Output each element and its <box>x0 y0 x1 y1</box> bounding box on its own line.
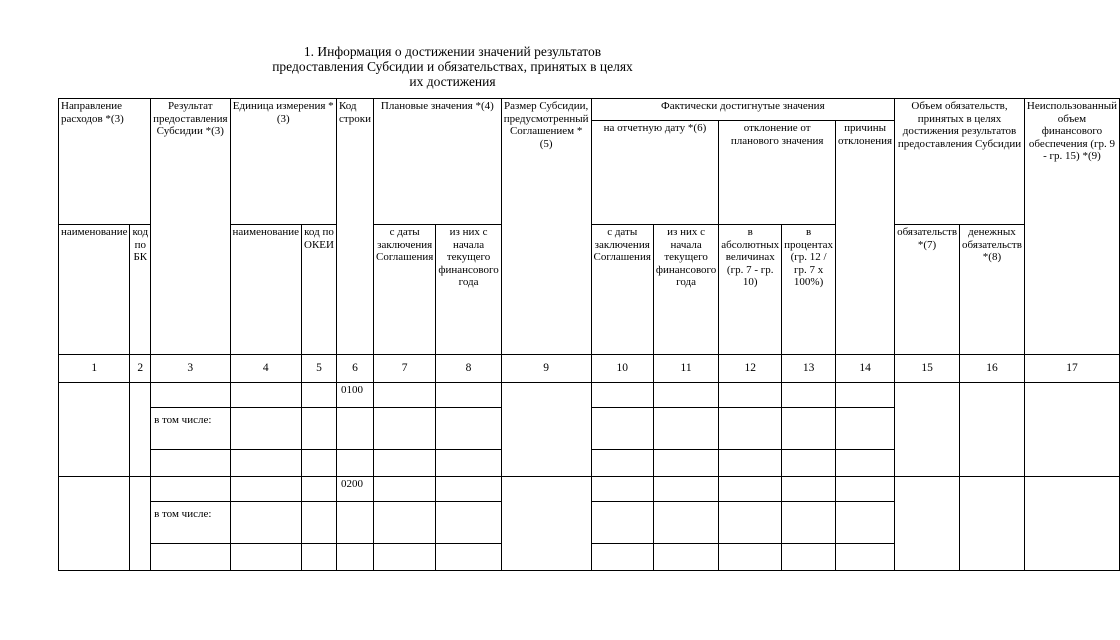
table-cell[interactable] <box>782 450 836 477</box>
table-cell[interactable] <box>653 502 718 544</box>
column-number: 4 <box>230 355 301 383</box>
results-table <box>58 98 1120 571</box>
table-cell[interactable] <box>151 450 230 477</box>
table-cell[interactable] <box>130 477 151 571</box>
table-cell[interactable] <box>960 477 1025 571</box>
table-cell[interactable] <box>719 408 782 450</box>
table-cell[interactable] <box>782 477 836 502</box>
header-naimenovanie-ed: наименование <box>230 225 301 355</box>
column-number: 7 <box>374 355 436 383</box>
column-number: 12 <box>719 355 782 383</box>
table-cell[interactable] <box>895 477 960 571</box>
table-row <box>59 477 1120 502</box>
column-numbers-row <box>59 355 1120 383</box>
table-cell[interactable] <box>230 383 301 408</box>
table-cell[interactable] <box>591 544 653 571</box>
table-cell[interactable] <box>230 450 301 477</box>
header-s-daty-fakt: с даты заключения Соглашения <box>591 225 653 355</box>
header-edinica: Единица измерения *(3) <box>230 99 336 225</box>
column-number: 1 <box>59 355 130 383</box>
title-line-2: предоставления Субсидии и обязательствах, принятых в целях <box>272 59 633 74</box>
table-cell[interactable] <box>653 408 718 450</box>
table-cell[interactable] <box>591 408 653 450</box>
table-cell[interactable] <box>230 408 301 450</box>
table-cell[interactable] <box>653 477 718 502</box>
document-title <box>0 44 905 89</box>
table-cell[interactable] <box>836 450 895 477</box>
header-rezultat: Результат предоставления Субсидии *(3) <box>151 99 230 355</box>
table-cell[interactable] <box>436 450 501 477</box>
column-number: 13 <box>782 355 836 383</box>
table-cell[interactable] <box>719 383 782 408</box>
header-v-procentah: в процентах (гр. 12 / гр. 7 x 100%) <box>782 225 836 355</box>
table-cell[interactable] <box>895 383 960 477</box>
table-cell[interactable] <box>436 408 501 450</box>
row-code: 0200 <box>336 477 373 502</box>
header-iz-nih-plan: из них с начала текущего финансового года <box>436 225 501 355</box>
table-cell[interactable] <box>336 450 373 477</box>
header-iz-nih-fakt: из них с начала текущего финансового года <box>653 225 718 355</box>
table-cell[interactable] <box>302 383 337 408</box>
table-cell[interactable] <box>374 502 436 544</box>
table-cell[interactable] <box>653 450 718 477</box>
column-number: 16 <box>960 355 1025 383</box>
table-cell[interactable] <box>336 544 373 571</box>
column-number: 9 <box>501 355 591 383</box>
header-razmer: Размер Субсидии, предусмотренный Соглашением *(5) <box>501 99 591 355</box>
table-row <box>59 383 1120 408</box>
column-number: 10 <box>591 355 653 383</box>
table-cell[interactable] <box>374 544 436 571</box>
column-number: 3 <box>151 355 230 383</box>
table-cell[interactable] <box>436 502 501 544</box>
table-cell[interactable] <box>230 544 301 571</box>
table-cell[interactable] <box>591 502 653 544</box>
table-cell[interactable] <box>151 383 230 408</box>
header-kod-bk: код по БК <box>130 225 151 355</box>
header-otklonenie: отклонение от планового значения <box>719 121 836 225</box>
table-cell[interactable] <box>336 408 373 450</box>
table-cell[interactable] <box>436 477 501 502</box>
header-neispolz: Неиспользованный объем финансового обеспечения (гр. 9 - гр. 15) *(9) <box>1024 99 1119 355</box>
table-cell[interactable] <box>782 408 836 450</box>
header-kod-okei: код по ОКЕИ <box>302 225 337 355</box>
column-number: 2 <box>130 355 151 383</box>
table-cell[interactable] <box>591 477 653 502</box>
header-obem: Объем обязательств, принятых в целях достижения результатов предоставления Субсидии <box>895 99 1025 225</box>
table-cell[interactable] <box>230 477 301 502</box>
table-cell[interactable] <box>960 383 1025 477</box>
table-cell[interactable] <box>501 477 591 571</box>
table-cell[interactable] <box>836 408 895 450</box>
header-prichiny: причины отклонения <box>836 121 895 355</box>
table-cell[interactable] <box>59 477 130 571</box>
table-cell[interactable] <box>151 477 230 502</box>
table-cell[interactable] <box>836 502 895 544</box>
table-cell[interactable] <box>374 477 436 502</box>
table-cell[interactable] <box>719 477 782 502</box>
table-cell[interactable] <box>591 383 653 408</box>
table-cell[interactable] <box>302 408 337 450</box>
header-na-otchetnuyu: на отчетную дату *(6) <box>591 121 719 225</box>
column-number: 15 <box>895 355 960 383</box>
table-cell[interactable] <box>501 383 591 477</box>
table-cell[interactable] <box>374 408 436 450</box>
v-tom-chisle-label: в том числе: <box>151 408 230 450</box>
table-cell[interactable] <box>719 450 782 477</box>
table-cell[interactable] <box>653 544 718 571</box>
table-cell[interactable] <box>782 502 836 544</box>
table-cell[interactable] <box>436 383 501 408</box>
header-obyazatelstv: обязательств *(7) <box>895 225 960 355</box>
column-number: 17 <box>1024 355 1119 383</box>
table-cell[interactable] <box>230 502 301 544</box>
table-cell[interactable] <box>374 450 436 477</box>
header-v-absolyutnyh: в абсолютных величинах (гр. 7 - гр. 10) <box>719 225 782 355</box>
table-cell[interactable] <box>151 544 230 571</box>
table-cell[interactable] <box>836 383 895 408</box>
header-denezhnyh: денежных обязательств *(8) <box>960 225 1025 355</box>
table-cell[interactable] <box>436 544 501 571</box>
table-cell[interactable] <box>782 544 836 571</box>
header-s-daty-plan: с даты заключения Соглашения <box>374 225 436 355</box>
table-cell[interactable] <box>591 450 653 477</box>
table-cell[interactable] <box>59 383 130 477</box>
table-cell[interactable] <box>1024 383 1119 477</box>
column-number: 6 <box>336 355 373 383</box>
header-fakticheski: Фактически достигнутые значения <box>591 99 895 121</box>
table-cell[interactable] <box>836 544 895 571</box>
header-planovye: Плановые значения *(4) <box>374 99 502 225</box>
table-cell[interactable] <box>302 477 337 502</box>
table-cell[interactable] <box>782 383 836 408</box>
row-code: 0100 <box>336 383 373 408</box>
column-number: 14 <box>836 355 895 383</box>
table-cell[interactable] <box>374 383 436 408</box>
title-line-1: 1. Информация о достижении значений результатов <box>303 44 602 59</box>
table-cell[interactable] <box>302 544 337 571</box>
column-number: 5 <box>302 355 337 383</box>
table-cell[interactable] <box>836 477 895 502</box>
table-cell[interactable] <box>302 450 337 477</box>
table-cell[interactable] <box>719 502 782 544</box>
table-cell[interactable] <box>336 502 373 544</box>
table-cell[interactable] <box>653 383 718 408</box>
header-kod-stroki: Код строки <box>336 99 373 355</box>
table-cell[interactable] <box>302 502 337 544</box>
header-napravlenie: Направление расходов *(3) <box>59 99 151 225</box>
table-cell[interactable] <box>130 383 151 477</box>
table-cell[interactable] <box>1024 477 1119 571</box>
header-naimenovanie: наименование <box>59 225 130 355</box>
column-number: 8 <box>436 355 501 383</box>
v-tom-chisle-label: в том числе: <box>151 502 230 544</box>
table-cell[interactable] <box>719 544 782 571</box>
column-number: 11 <box>653 355 718 383</box>
title-line-3: их достижения <box>409 74 496 89</box>
